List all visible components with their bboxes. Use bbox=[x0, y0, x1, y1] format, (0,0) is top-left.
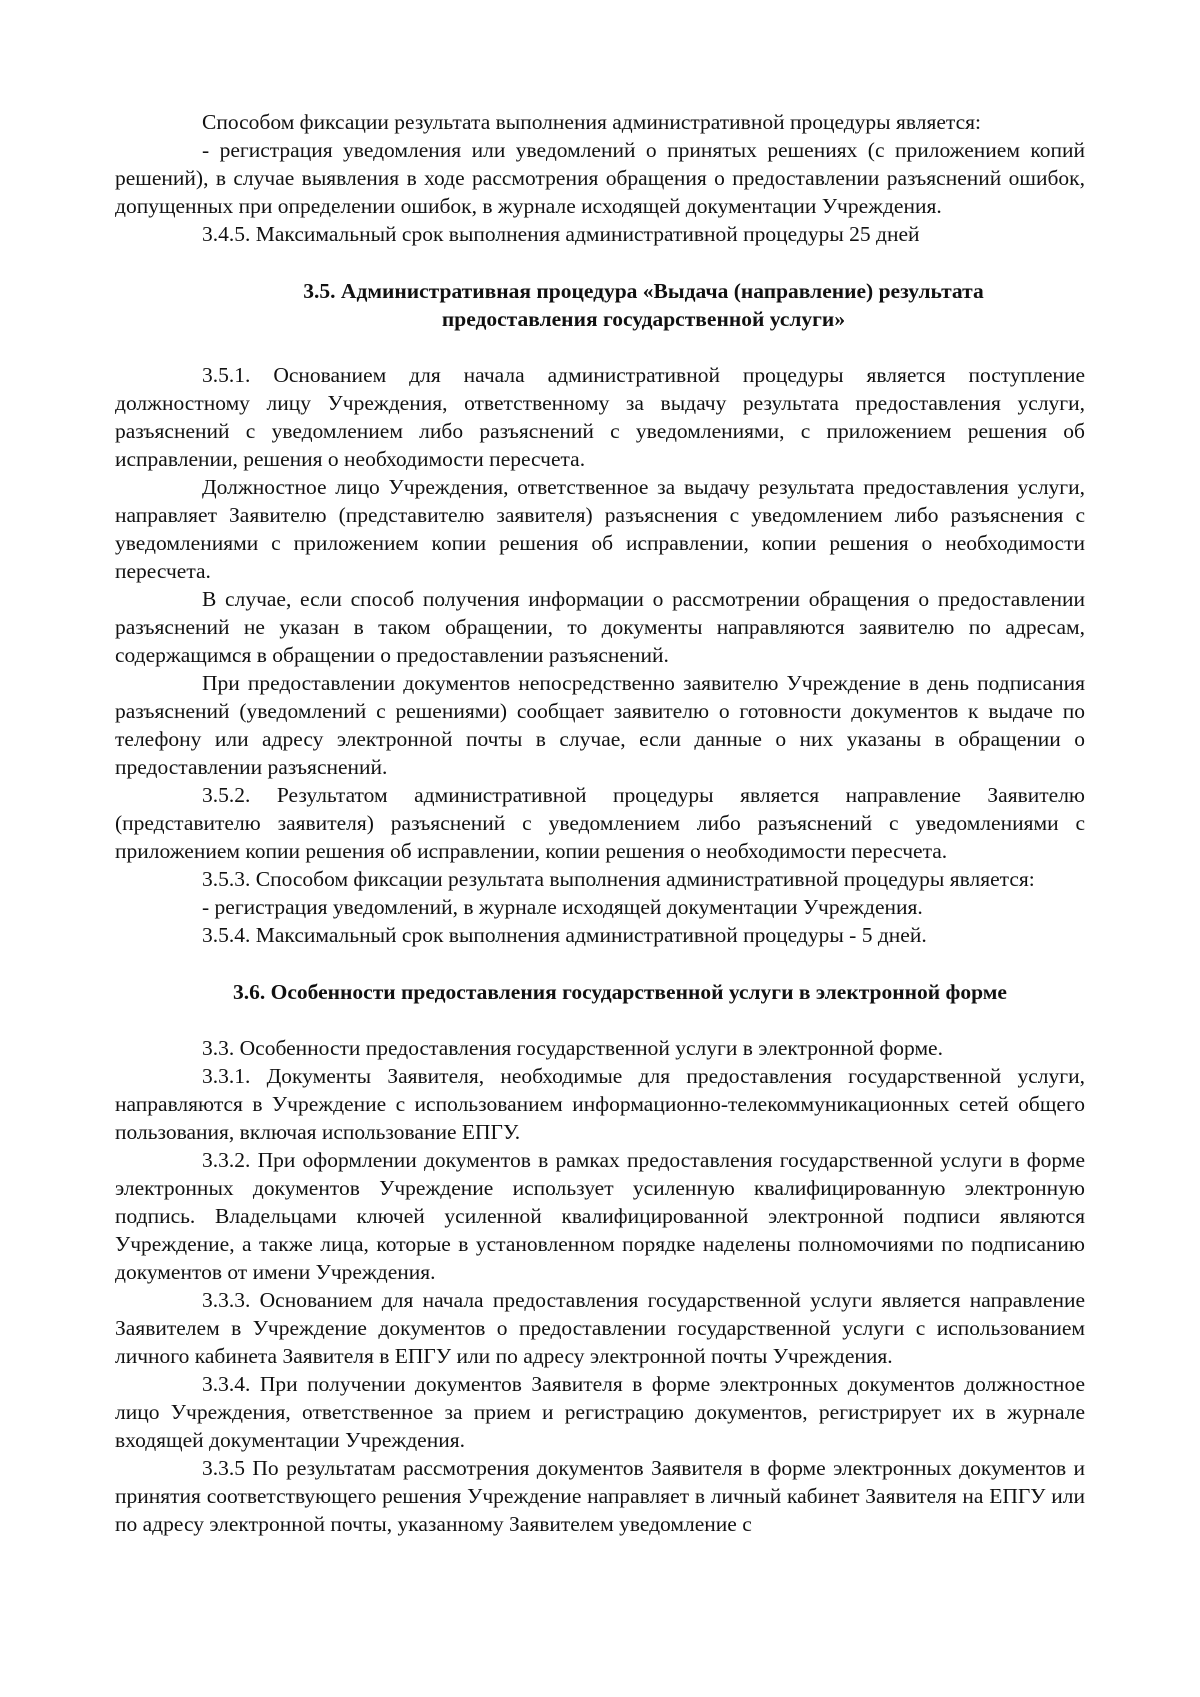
paragraph-registration-notifications: - регистрация уведомлений, в журнале исходящей документации Учреждения. bbox=[202, 895, 923, 919]
paragraph-3-3-5: 3.3.5 По результатам рассмотрения документов Заявителя в форме электронных документов и принятия соответствующего решения Учреждение направляет в личный кабинет Заявителя на ЕПГУ или по адресу электронной почты, указанному Заявителем уведомление с bbox=[115, 1456, 1085, 1536]
paragraph-3-5-1: 3.5.1. Основанием для начала административной процедуры является поступление должностному лицу Учреждения, ответственному за выдачу результата предоставления услуги, разъяснений с уведомлением либо разъяснений с уведомлениями, с приложением решения об исправлении, решения о необходимости пересчета. bbox=[115, 363, 1085, 471]
paragraph-3-3-4: 3.3.4. При получении документов Заявителя в форме электронных документов должностное лицо Учреждения, ответственное за прием и регистрацию документов, регистрирует их в журнале входящей документации Учреждения. bbox=[115, 1372, 1085, 1452]
paragraph-3-5-3: 3.5.3. Способом фиксации результата выполнения административной процедуры является: bbox=[202, 867, 1035, 891]
paragraph-3-3-2: 3.3.2. При оформлении документов в рамках предоставления государственной услуги в форме электронных документов Учреждение использует усиленную квалифицированную электронную подпись. Владельцами ключей усиленной квалифицированной электронной подписи являются Учреждение, а также лица, которые в установленном порядке наделены полномочиями по подписанию документов от имени Учреждения. bbox=[115, 1148, 1085, 1284]
paragraph-3-4-5: 3.4.5. Максимальный срок выполнения административной процедуры 25 дней bbox=[202, 222, 920, 246]
paragraph-3-3-1: 3.3.1. Документы Заявителя, необходимые для предоставления государственной услуги, направляются в Учреждение с использованием информационно-телекоммуникационных сетей общего пользования, включая использование ЕПГУ. bbox=[115, 1064, 1085, 1144]
paragraph-direct-delivery: При предоставлении документов непосредственно заявителю Учреждение в день подписания разъяснений (уведомлений с решениями) сообщает заявителю о готовности документов к выдаче по телефону или адресу электронной почты в случае, если данные о них указаны в обращении о предоставлении разъяснений. bbox=[115, 671, 1085, 779]
paragraph-3-3: 3.3. Особенности предоставления государственной услуги в электронной форме. bbox=[202, 1036, 943, 1060]
section-heading-3-5 bbox=[115, 277, 1085, 333]
section-heading-3-6: 3.6. Особенности предоставления государственной услуги в электронной форме bbox=[233, 980, 1007, 1004]
paragraph-3-5-2: 3.5.2. Результатом административной процедуры является направление Заявителю (представителю заявителя) разъяснений с уведомлением либо разъяснений с уведомлениями с приложением копии решения об исправлении, копии решения о необходимости пересчета. bbox=[115, 783, 1085, 863]
paragraph-official-sends: Должностное лицо Учреждения, ответственное за выдачу результата предоставления услуги, направляет Заявителю (представителю заявителя) разъяснения с уведомлением либо разъяснения с уведомлениями с приложением копии решения об исправлении, копии решения о необходимости пересчета. bbox=[115, 475, 1085, 583]
paragraph-delivery-address: В случае, если способ получения информации о рассмотрении обращения о предоставлении разъяснений не указан в таком обращении, то документы направляются заявителю по адресам, содержащимся в обращении о предоставлении разъяснений. bbox=[115, 587, 1085, 667]
section-heading-3-5-line2: предоставления государственной услуги» bbox=[441, 307, 846, 331]
paragraph-3-3-3: 3.3.3. Основанием для начала предоставления государственной услуги является направление Заявителем в Учреждение документов о предоставлении государственной услуги с использованием личного кабинета Заявителя в ЕПГУ или по адресу электронной почты Учреждения. bbox=[115, 1288, 1085, 1368]
paragraph-fixation-method: Способом фиксации результата выполнения административной процедуры является: bbox=[202, 110, 981, 134]
paragraph-registration-notice: - регистрация уведомления или уведомлений о принятых решениях (с приложением копий решений), в случае выявления в ходе рассмотрения обращения о предоставлении разъяснений ошибок, допущенных при определении ошибок, в журнале исходящей документации Учреждения. bbox=[115, 138, 1085, 218]
section-heading-3-5-line1: 3.5. Административная процедура «Выдача (направление) результата bbox=[303, 279, 984, 303]
paragraph-3-5-4: 3.5.4. Максимальный срок выполнения административной процедуры - 5 дней. bbox=[202, 923, 927, 947]
document-page bbox=[115, 108, 1085, 1538]
